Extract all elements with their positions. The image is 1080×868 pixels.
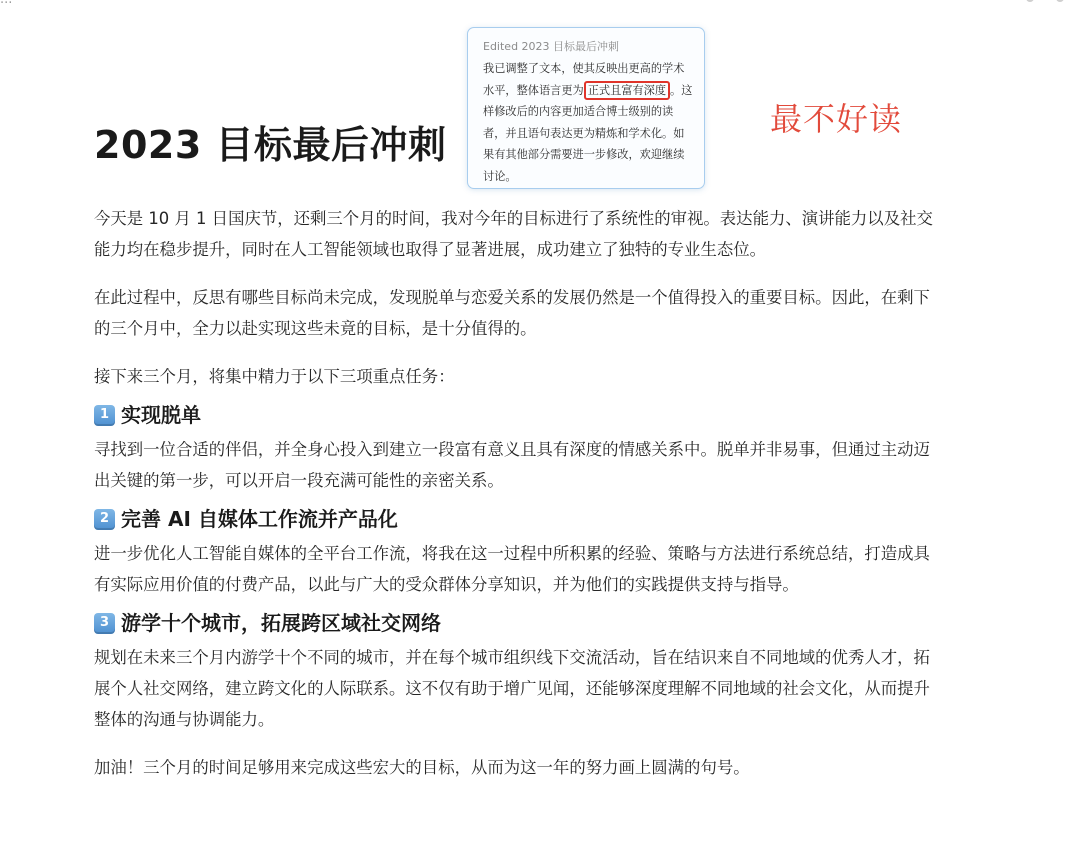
- section-2-paragraph: 进一步优化人工智能自媒体的全平台工作流，将我在这一过程中所积累的经验、策略与方法进行系统总结，打造成具有实际应用价值的付费产品，以此与广大的受众群体分享知识，并为他们的实践提供支持与指导。: [94, 544, 930, 594]
- closing-paragraph: 加油！三个月的时间足够用来完成这些宏大的目标，从而为这一年的努力画上圆满的句号。: [94, 758, 750, 777]
- section-heading-1-text: 实现脱单: [121, 403, 201, 427]
- intro-paragraph: 今天是 10 月 1 日国庆节，还剩三个月的时间，我对今年的目标进行了系统性的审视。表达能力、演讲能力以及社交能力均在稳步提升，同时在人工智能领域也取得了显著进展，成功建立了独特的专业生态位。: [94, 209, 933, 259]
- edit-summary-header: Edited 2023 目标最后冲刺: [483, 40, 620, 53]
- tasks-lead-paragraph: 接下来三个月，将集中精力于以下三项重点任务：: [94, 367, 455, 386]
- window-controls-fragment: [1026, 0, 1064, 2]
- section-3-paragraph: 规划在未来三个月内游学十个不同的城市，并在每个城市组织线下交流活动，旨在结识来自不同地域的优秀人才，拓展个人社交网络，建立跨文化的人际联系。这不仅有助于增广见闻，还能够深度理解不同地域的社会文化，从而提升整体的沟通与协调能力。: [94, 648, 930, 729]
- section-1-paragraph: 寻找到一位合适的伴侣，并全身心投入到建立一段富有意义且具有深度的情感关系中。脱单并非易事，但通过主动迈出关键的第一步，可以开启一段充满可能性的亲密关系。: [94, 440, 930, 490]
- section-heading-2: [94, 504, 944, 534]
- edit-summary-text-after: 。这样修改后的内容更加适合博士级别的读者，并且语句表达更为精炼和学术化。如果有其他部分需要进一步修改，欢迎继续讨论。: [483, 83, 693, 183]
- edit-summary-text: [483, 58, 694, 187]
- edit-summary-popup[interactable]: [467, 27, 705, 189]
- document-body: [94, 203, 944, 800]
- top-bar-fragment: [0, 0, 12, 7]
- window-control-icon[interactable]: [1026, 0, 1034, 2]
- red-annotation-label: 最不好读: [770, 100, 903, 138]
- section-heading-3-text: 游学十个城市，拓展跨区域社交网络: [121, 611, 441, 635]
- section-heading-3: [94, 608, 944, 638]
- number-2-keycap-icon: 2: [94, 509, 115, 530]
- number-1-keycap-icon: 1: [94, 405, 115, 426]
- reflection-paragraph: 在此过程中，反思有哪些目标尚未完成，发现脱单与恋爱关系的发展仍然是一个值得投入的重要目标。因此，在剩下的三个月中，全力以赴实现这些未竟的目标，是十分值得的。: [94, 288, 930, 338]
- section-heading-2-text: 完善 AI 自媒体工作流并产品化: [121, 507, 398, 531]
- section-heading-1: [94, 400, 944, 430]
- document-title: 2023 目标最后冲刺: [94, 123, 447, 167]
- window-control-icon[interactable]: [1056, 0, 1064, 2]
- highlighted-phrase: 正式且富有深度: [584, 81, 670, 100]
- edit-summary-text-before: 我已调整了文本，使其反映出更高的学术水平，整体语言更为: [483, 62, 685, 97]
- number-3-keycap-icon: 3: [94, 613, 115, 634]
